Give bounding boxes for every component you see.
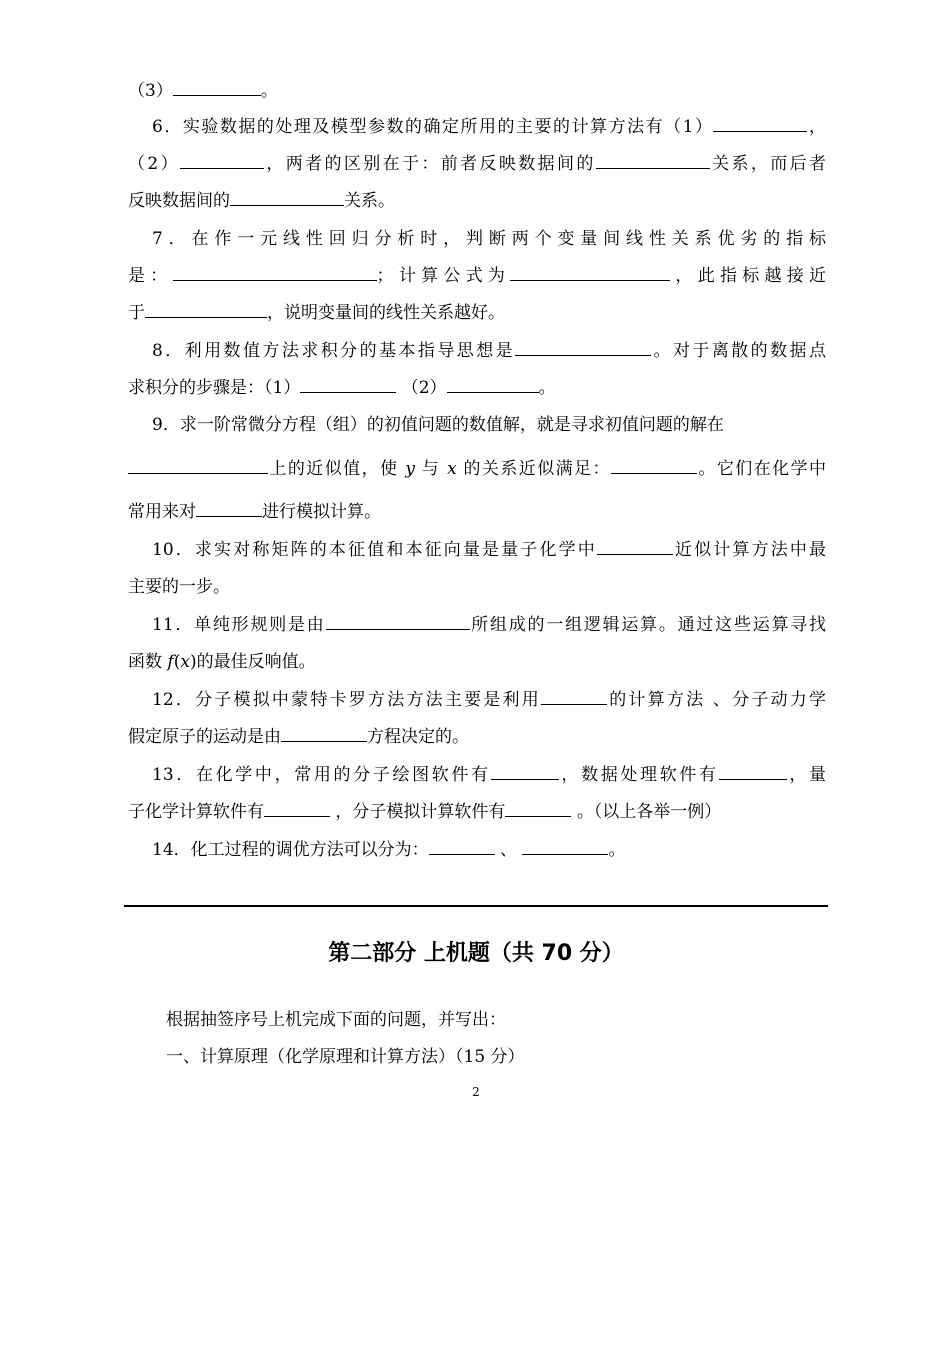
answer-blank[interactable] bbox=[713, 116, 807, 132]
q13-line-2: 子化学计算软件有 ，分子模拟计算软件有 。（以上各举一例） bbox=[128, 802, 722, 822]
q9-line-3: 常用来对 进行模拟计算。 bbox=[128, 502, 381, 522]
answer-blank[interactable] bbox=[719, 764, 787, 780]
q14-line-1: 14．化工过程的调优方法可以分为： 、 。 bbox=[152, 840, 626, 860]
section-divider bbox=[124, 905, 828, 907]
q8-line-1: 8．利用数值方法求积分的基本指导思想是 。对于离散的数据点 bbox=[152, 341, 826, 361]
answer-blank[interactable] bbox=[541, 689, 607, 705]
q7-line-1: 7．在作一元线性回归分析时，判断两个变量间线性关系优劣的指标 bbox=[152, 229, 826, 249]
answer-blank[interactable] bbox=[505, 801, 571, 817]
answer-blank[interactable] bbox=[145, 302, 267, 318]
answer-blank[interactable] bbox=[173, 265, 377, 281]
part2-intro: 根据抽签序号上机完成下面的问题，并写出： bbox=[166, 1010, 506, 1030]
q7-line-3: 于 ，说明变量间的线性关系越好。 bbox=[128, 303, 505, 323]
part2-item-1: 一、计算原理（化学原理和计算方法）（15 分） bbox=[166, 1047, 525, 1067]
page-number: 2 bbox=[472, 1085, 480, 1099]
q10-line-2: 主要的一步。 bbox=[128, 577, 230, 597]
q12-line-1: 12．分子模拟中蒙特卡罗方法方法主要是利用 的计算方法 、分子动力学 bbox=[152, 690, 826, 710]
q12-line-2: 假定原子的运动是由 方程决定的。 bbox=[128, 727, 469, 747]
answer-blank[interactable] bbox=[596, 153, 710, 169]
part2-title: 第二部分 上机题（共 70 分） bbox=[328, 941, 624, 966]
q11-line-2: 函数 f(x)的最佳反响值。 bbox=[128, 652, 316, 672]
answer-blank[interactable] bbox=[447, 377, 539, 393]
answer-blank[interactable] bbox=[300, 377, 396, 393]
q11-line-1: 11．单纯形规则是由 所组成的一组逻辑运算。通过这些运算寻找 bbox=[152, 615, 826, 635]
answer-blank[interactable] bbox=[326, 614, 470, 630]
answer-blank[interactable] bbox=[611, 458, 697, 474]
q6-line-3: 反映数据间的 关系。 bbox=[128, 191, 395, 211]
answer-blank[interactable] bbox=[180, 153, 264, 169]
q10-line-1: 10．求实对称矩阵的本征值和本征向量是量子化学中 近似计算方法中最 bbox=[152, 540, 826, 560]
q5-continuation-line: （3） 。 bbox=[128, 81, 278, 101]
answer-blank[interactable] bbox=[196, 501, 262, 517]
answer-blank[interactable] bbox=[429, 839, 495, 855]
answer-blank[interactable] bbox=[510, 265, 670, 281]
q9-line-2: 上的近似值，使 y 与 x 的关系近似满足： 。它们在化学中 bbox=[128, 458, 826, 480]
answer-blank[interactable] bbox=[515, 340, 651, 356]
q6-line-1: 6．实验数据的处理及模型参数的确定所用的主要的计算方法有（1） ， bbox=[152, 117, 826, 137]
q8-line-2: 求积分的步骤是：（1） （2） 。 bbox=[128, 378, 556, 398]
q13-line-1: 13．在化学中，常用的分子绘图软件有 ，数据处理软件有 ，量 bbox=[152, 765, 826, 785]
answer-blank[interactable] bbox=[173, 80, 261, 96]
answer-blank[interactable] bbox=[522, 839, 608, 855]
answer-blank[interactable] bbox=[128, 458, 268, 474]
answer-blank[interactable] bbox=[230, 190, 344, 206]
q6-line-2: （2） ，两者的区别在于：前者反映数据间的 关系，而后者 bbox=[128, 154, 826, 174]
answer-blank[interactable] bbox=[597, 539, 673, 555]
q9-line-1: 9．求一阶常微分方程（组）的初值问题的数值解，就是寻求初值问题的解在 bbox=[152, 415, 724, 435]
answer-blank[interactable] bbox=[264, 801, 330, 817]
answer-blank[interactable] bbox=[281, 726, 367, 742]
answer-blank[interactable] bbox=[491, 764, 559, 780]
q7-line-2: 是： ；计算公式为 ，此指标越接近 bbox=[128, 266, 827, 286]
